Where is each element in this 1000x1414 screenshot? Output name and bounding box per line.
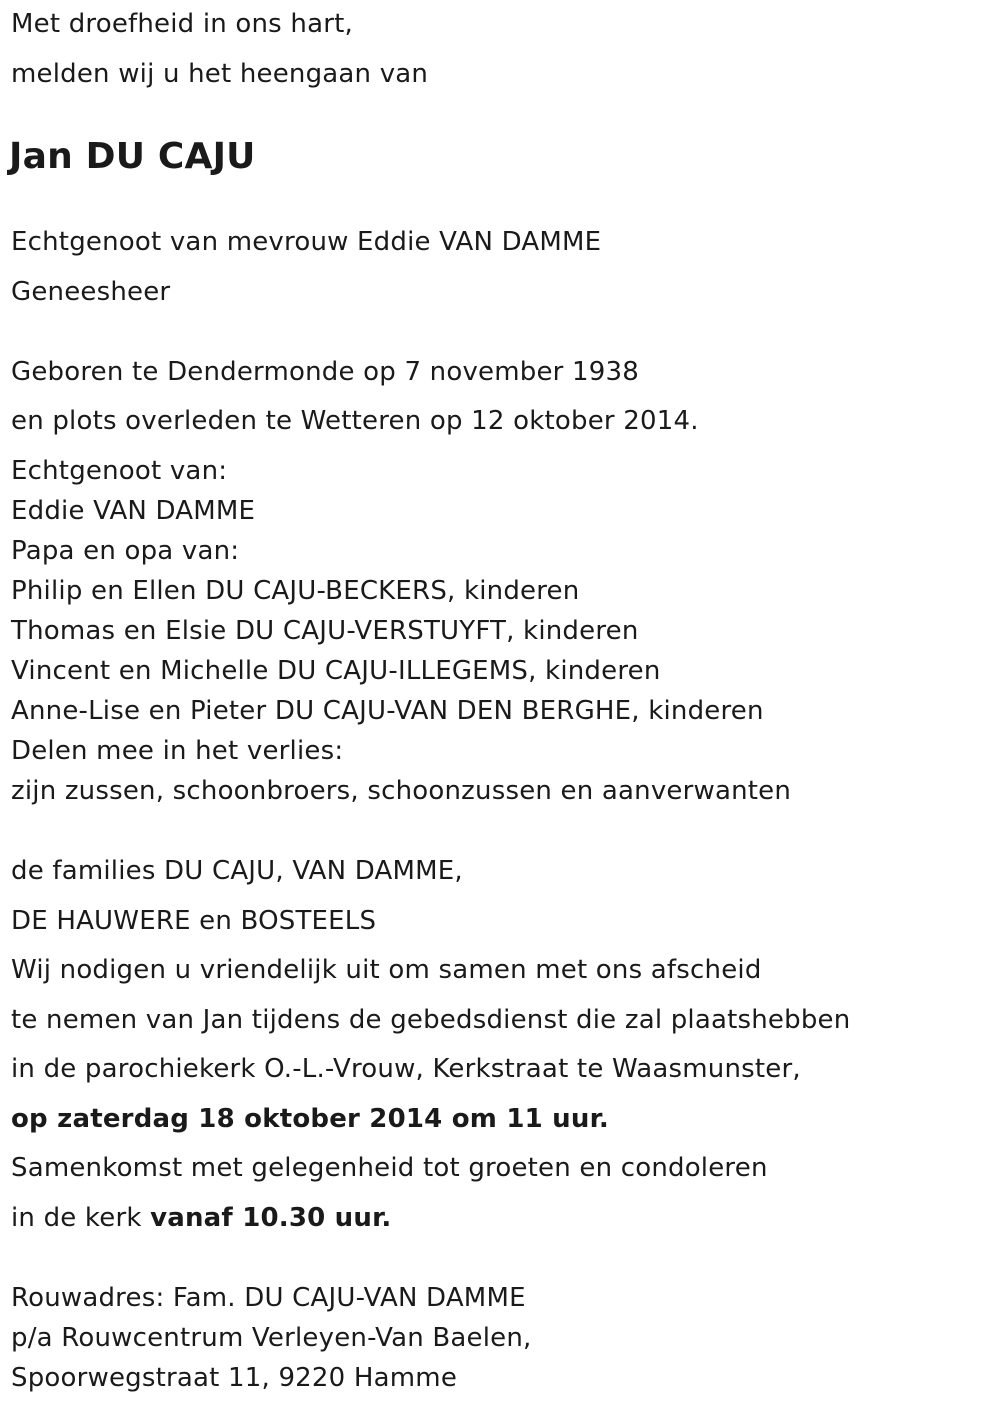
- share-label: Delen mee in het verlies:: [11, 736, 344, 766]
- profession: Geneesheer: [11, 277, 171, 307]
- spouse-line: Echtgenoot van mevrouw Eddie VAN DAMME: [11, 227, 602, 257]
- child-line: Thomas en Elsie DU CAJU-VERSTUYFT, kinderen: [11, 616, 639, 646]
- intro-line-1: Met droefheid in ons hart,: [11, 9, 353, 39]
- relatives-line: zijn zussen, schoonbroers, schoonzussen en aanverwanten: [11, 776, 792, 806]
- address-line-3: Spoorwegstraat 11, 9220 Hamme: [11, 1363, 458, 1393]
- child-line: Philip en Ellen DU CAJU-BECKERS, kinderen: [11, 576, 580, 606]
- address-line-2: p/a Rouwcentrum Verleyen-Van Baelen,: [11, 1323, 532, 1353]
- invite-line-1: Wij nodigen u vriendelijk uit om samen met ons afscheid: [11, 955, 762, 985]
- birth-line: Geboren te Dendermonde op 7 november 1938: [11, 357, 639, 387]
- child-line: Anne-Lise en Pieter DU CAJU-VAN DEN BERGHE, kinderen: [11, 696, 764, 726]
- child-line: Vincent en Michelle DU CAJU-ILLEGEMS, kinderen: [11, 656, 661, 686]
- spouse-name: Eddie VAN DAMME: [11, 496, 256, 526]
- families-line-1: de families DU CAJU, VAN DAMME,: [11, 856, 463, 886]
- deceased-name: Jan DU CAJU: [9, 136, 256, 177]
- gathering-time: vanaf 10.30 uur.: [150, 1203, 392, 1233]
- service-date-time: op zaterdag 18 oktober 2014 om 11 uur.: [11, 1104, 609, 1134]
- intro-line-2: melden wij u het heengaan van: [11, 59, 429, 89]
- address-line-1: Rouwadres: Fam. DU CAJU-VAN DAMME: [11, 1283, 526, 1313]
- invite-line-3: in de parochiekerk O.-L.-Vrouw, Kerkstraat te Waasmunster,: [11, 1054, 801, 1084]
- gathering-line-2: [11, 1201, 392, 1235]
- death-line: en plots overleden te Wetteren op 12 oktober 2014.: [11, 406, 699, 436]
- spouse-label: Echtgenoot van:: [11, 456, 228, 486]
- gathering-line-1: Samenkomst met gelegenheid tot groeten en condoleren: [11, 1153, 768, 1183]
- children-label: Papa en opa van:: [11, 536, 240, 566]
- gathering-prefix: in de kerk: [11, 1203, 151, 1233]
- invite-line-2: te nemen van Jan tijdens de gebedsdienst die zal plaatshebben: [11, 1005, 851, 1035]
- families-line-2: DE HAUWERE en BOSTEELS: [11, 906, 377, 936]
